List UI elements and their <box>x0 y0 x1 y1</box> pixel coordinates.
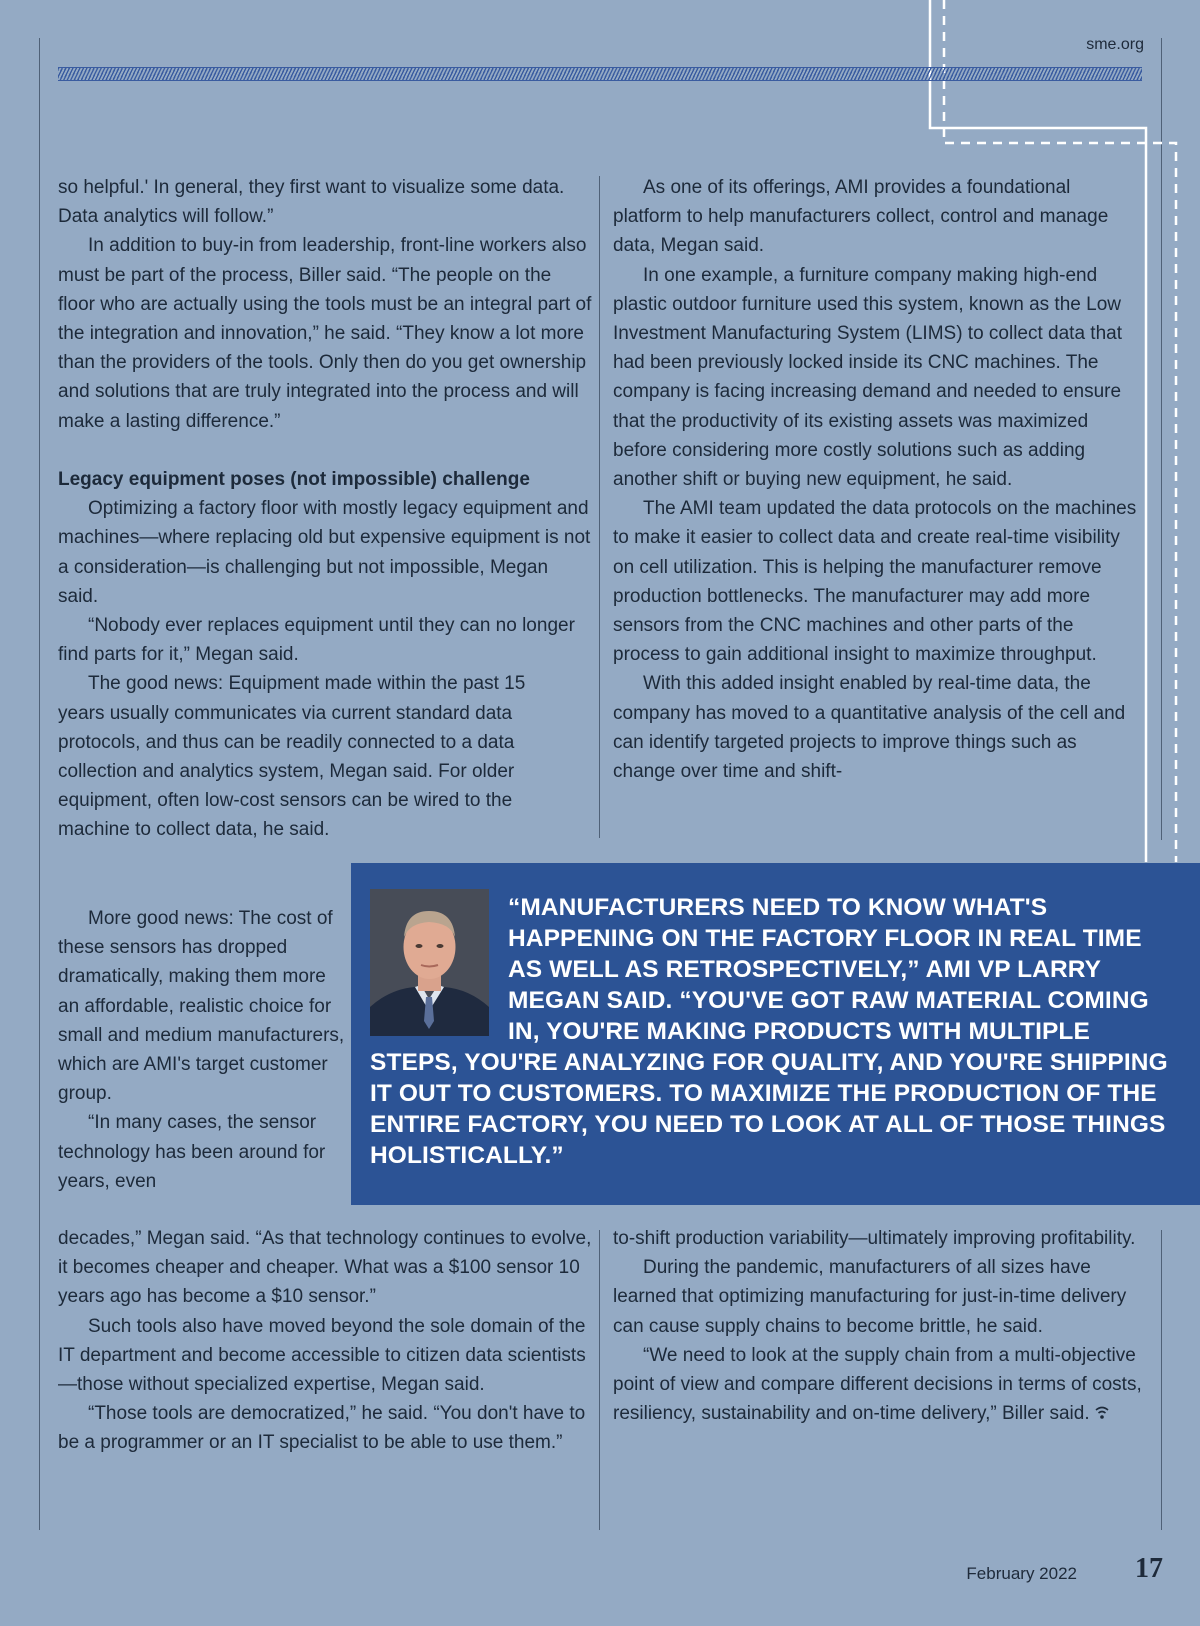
pull-quote-text: “MANUFACTURERS NEED TO KNOW WHAT'S HAPPENING ON THE FACTORY FLOOR IN REAL TIME AS WELL AS RETROSPECTIVELY,” AMI VP LARRY MEGAN SAID. “YOU'VE GOT RAW MATERIAL COMING IN, YOU'RE MAKING PRODUCTS WITH MULTIPLE STEPS, YOU'RE ANALYZING FOR QUALITY, AND YOU'RE SHIPPING IT OUT TO CUSTOMERS. TO MAXIMIZE THE PRODUCTION OF THE ENTIRE FACTORY, YOU NEED TO LOOK AT ALL OF THOSE THINGS HOLISTICALLY.” <box>370 894 1168 1169</box>
right-column-top <box>613 173 1143 786</box>
paragraph: The AMI team updated the data protocols on the machines to make it easier to collect data and create real-time visibility on cell utilization. This is helping the manufacturer remove production bottlenecks. The manufacturer may add more sensors from the CNC machines and other parts of the process to gain additional insight to maximize throughput. <box>613 498 1137 666</box>
left-column-bottom <box>58 1224 593 1458</box>
paragraph: The good news: Equipment made within the past 15 years usually communicates via current standard data protocols, and thus can be readily connected to a data collection and analytics system, Megan said. For older equipment, often low-cost sensors can be wired to the machine to collect data, he said. <box>58 673 526 841</box>
paragraph: “In many cases, the sensor technology has been around for years, even <box>58 1112 326 1192</box>
center-rule-bottom <box>599 1230 600 1530</box>
paragraph: so helpful.' In general, they first want to visualize some data. Data analytics will follow.” <box>58 177 565 228</box>
paragraph: In addition to buy-in from leadership, front-line workers also must be part of the process, Biller said. “The people on the floor who are actually using the tools must be an integral part of the integration and innovation,” he said. “They know a lot more than the providers of the tools. Only then do you get ownership and solutions that are truly integrated into the process and will make a lasting difference.” <box>58 235 592 432</box>
center-rule-top <box>599 176 600 838</box>
page-number: 17 <box>1135 1553 1163 1584</box>
right-margin-rule <box>1161 38 1162 840</box>
paragraph: to-shift production variability—ultimately improving profitability. <box>613 1228 1136 1249</box>
paragraph <box>613 1341 1143 1429</box>
left-margin-rule <box>39 38 40 1530</box>
paragraph: In one example, a furniture company making high-end plastic outdoor furniture used this system, known as the Low Investment Manufacturing System (LIMS) to collect data that had been previously locked inside its CNC machines. The company is facing increasing demand and needed to ensure that the productivity of its existing assets was maximized before considering more costly solutions such as adding another shift or buying new equipment, he said. <box>613 264 1123 491</box>
paragraph: During the pandemic, manufacturers of all sizes have learned that optimizing manufacturing for just-in-time delivery can cause supply chains to become brittle, he said. <box>613 1257 1127 1337</box>
left-column-top <box>58 173 593 845</box>
left-column-middle <box>58 904 348 1196</box>
paragraph: “Nobody ever replaces equipment until they can no longer find parts for it,” Megan said. <box>58 615 575 666</box>
section-heading: Legacy equipment poses (not impossible) challenge <box>58 469 530 491</box>
end-mark-icon <box>1095 1406 1109 1420</box>
right-margin-rule-bottom <box>1161 1230 1162 1530</box>
paragraph: decades,” Megan said. “As that technology continues to evolve, it becomes cheaper and cheaper. What was a $100 sensor 10 years ago has become a $10 sensor.” <box>58 1228 592 1308</box>
right-column-bottom <box>613 1224 1143 1428</box>
paragraph: “Those tools are democratized,” he said. “You don't have to be a programmer or an IT specialist to be able to use them.” <box>58 1403 586 1454</box>
paragraph: With this added insight enabled by real-time data, the company has moved to a quantitative analysis of the cell and can identify targeted projects to improve things such as change over time and shift- <box>613 673 1126 783</box>
issue-date: February 2022 <box>966 1564 1077 1583</box>
paragraph: More good news: The cost of these sensors has dropped dramatically, making them more an affordable, realistic choice for small and medium manufacturers, which are AMI's target customer group. <box>58 908 345 1105</box>
header-hatch-band <box>58 67 1142 81</box>
paragraph: Such tools also have moved beyond the sole domain of the IT department and become accessible to citizen data scientists—those without specialized expertise, Megan said. <box>58 1315 586 1396</box>
paragraph: Optimizing a factory floor with mostly legacy equipment and machines—where replacing old but expensive equipment is not a consideration—is challenging but not impossible, Megan said. <box>58 498 591 607</box>
paragraph: As one of its offerings, AMI provides a foundational platform to help manufacturers collect, control and manage data, Megan said. <box>613 177 1109 257</box>
quote-text: “We need to look at the supply chain from a multi-objective point of view and compare different decisions in terms of costs, resiliency, sustainability and on-time delivery,” Biller said. <box>613 1344 1142 1425</box>
pull-quote-box <box>351 863 1200 1205</box>
site-url: sme.org <box>1086 36 1144 53</box>
